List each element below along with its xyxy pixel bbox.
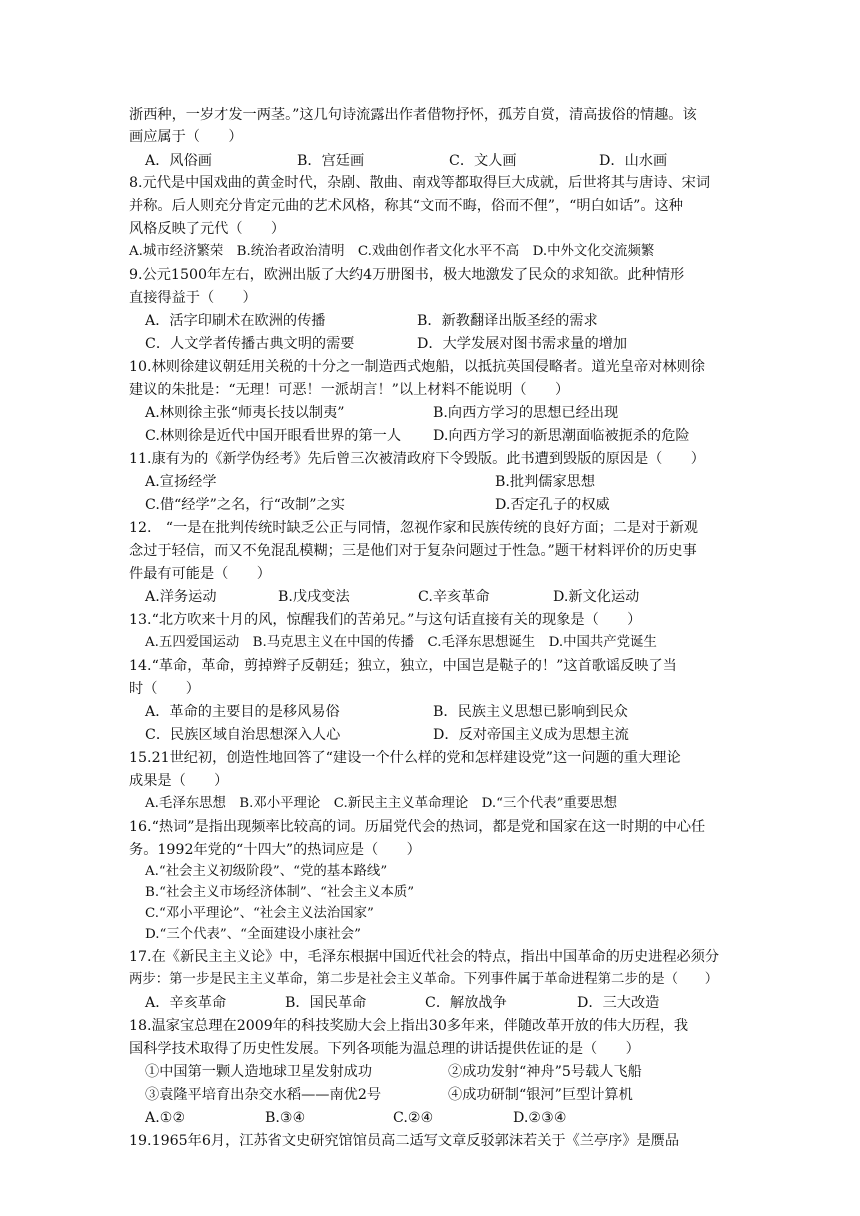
text-line: A.毛泽东思想 B.邓小平理论 C.新民主主义革命理论 D.“三个代表”重要思想: [145, 796, 617, 811]
text-line: 14.“革命，革命，剪掉辫子反朝廷；独立，独立，中国岂是鞑子的！”这首歌谣反映了当: [129, 658, 677, 674]
option-a: A.①②: [145, 1110, 186, 1126]
options-q10-ab: [145, 402, 757, 424]
option-c: C.借“经学”之名，行“改制”之实: [145, 497, 345, 513]
text-line: 建议的朱批是：“无理！可恶！一派胡言！”以上材料不能说明（ ）: [129, 382, 570, 398]
item-4: ④成功研制“银河”巨型计算机: [448, 1087, 633, 1103]
option-d: D．反对帝国主义成为思想主流: [433, 727, 629, 743]
text-line: 成果是（ ）: [129, 773, 229, 789]
option-d: D.向西方学习的新思潮面临被扼杀的危险: [433, 428, 690, 444]
option-c: C.②④: [393, 1110, 434, 1126]
option-c: C．解放战争: [425, 995, 507, 1011]
text-line: 国科学技术取得了历史性发展。下列各项能为温总理的讲话提供佐证的是（ ）: [129, 1041, 640, 1057]
option-d: D．三大改造: [577, 995, 660, 1011]
option-a: A．活字印刷术在欧洲的传播: [145, 313, 326, 329]
option-a: A．革命的主要目的是移风易俗: [145, 704, 340, 720]
options-q12: [145, 586, 757, 608]
options-q18-12: [145, 1061, 757, 1083]
option-a: A.林则徐主张“师夷长技以制夷”: [145, 405, 345, 421]
options-q7: [145, 150, 757, 172]
text-line: 风格反映了元代（ ）: [129, 221, 286, 237]
option-d: D.②③④: [513, 1110, 567, 1126]
text-line: 画应属于（ ）: [129, 129, 243, 145]
text-line: 10.林则徐建议朝廷用关税的十分之一制造西式炮船，以抵抗英国侵略者。道光皇帝对林则徐: [129, 359, 705, 375]
text-line: 8.元代是中国戏曲的黄金时代，杂剧、散曲、南戏等都取得巨大成就，后世将其与唐诗、宋词: [129, 175, 711, 191]
item-1: ①中国第一颗人造地球卫星发射成功: [145, 1064, 373, 1080]
option-b: B．国民革命: [285, 995, 367, 1011]
options-q14-cd: [145, 724, 757, 746]
options-q11-cd: [145, 494, 757, 516]
options-q18: [145, 1107, 757, 1129]
option-c: C．文人画: [449, 153, 517, 169]
text-line: 件最有可能是（ ）: [129, 566, 271, 582]
option-d: D．大学发展对图书需求量的增加: [417, 336, 628, 352]
option-a: A．风俗画: [145, 153, 212, 169]
option-d: D.否定孔子的权威: [495, 497, 610, 513]
text-line: D.“三个代表”、“全面建设小康社会”: [145, 927, 361, 942]
option-b: B．新教翻译出版圣经的需求: [417, 313, 598, 329]
text-line: 17.在《新民主主义论》中，毛泽东根据中国近代社会的特点，指出中国革命的历史进程必须分: [129, 949, 720, 965]
text-line: 9.公元1500年左右，欧洲出版了大约4万册图书，极大地激发了民众的求知欲。此种情形: [129, 267, 685, 283]
option-d: D．山水画: [599, 153, 668, 169]
option-a: A.宣扬经学: [145, 474, 217, 490]
option-c: C.林则徐是近代中国开眼看世界的第一人: [145, 428, 402, 444]
text-line: 并称。后人则充分肯定元曲的艺术风格，称其“文而不晦，俗而不俚”，“明白如话”。这种: [129, 198, 683, 214]
option-b: B.批判儒家思想: [495, 474, 596, 490]
text-line: A.五四爱国运动 B.马克思主义在中国的传播 C.毛泽东思想诞生 D.中国共产党诞生: [145, 635, 657, 650]
text-line: 18.温家宝总理在2009年的科技奖励大会上指出30多年来，伴随改革开放的伟大历程，我: [129, 1018, 689, 1034]
option-c: C.辛亥革命: [418, 589, 490, 605]
text-line: 念过于轻信，而又不免混乱模糊；三是他们对于复杂问题过于性急。”题干材料评价的历史事: [129, 543, 697, 559]
options-q11-ab: [145, 471, 757, 493]
text-line: 11.康有为的《新学伪经考》先后曾三次被清政府下令毁版。此书遭到毁版的原因是（ ）: [129, 451, 705, 467]
text-line: B.“社会主义市场经济体制”、“社会主义本质”: [145, 885, 415, 900]
option-a: A．辛亥革命: [145, 995, 227, 1011]
option-b: B.③④: [265, 1110, 306, 1126]
option-b: B.戊戌变法: [278, 589, 350, 605]
item-3: ③袁隆平培育出杂交水稻——南优2号: [145, 1087, 382, 1103]
option-c: C．民族区域自治思想深入人心: [145, 727, 341, 743]
text-line: C.“邓小平理论”、“社会主义法治国家”: [145, 906, 374, 921]
text-line: 16.“热词”是指出现频率比较高的词。历届党代会的热词，都是党和国家在这一时期的中心任: [129, 819, 706, 835]
option-b: B．宫廷画: [297, 153, 365, 169]
text-line: 13.“北方吹来十月的风，惊醒我们的苦弟兄。”与这句话直接有关的现象是（ ）: [129, 612, 642, 628]
options-q14-ab: [145, 701, 757, 723]
text-line: A.城市经济繁荣 B.统治者政治清明 C.戏曲创作者文化水平不高 D.中外文化交流频繁: [129, 244, 655, 259]
text-line: 19.1965年6月，江苏省文史研究馆馆员高二适写文章反驳郭沫若关于《兰亭序》是赝品: [129, 1133, 680, 1149]
option-d: D.新文化运动: [553, 589, 640, 605]
options-q17: [145, 992, 757, 1014]
text-line: 浙西种，一岁才发一两茎。”这几句诗流露出作者借物抒怀，孤芳自赏，清高拔俗的情趣。该: [129, 107, 697, 123]
text-line: 直接得益于（ ）: [129, 290, 257, 306]
text-line: 两步：第一步是民主主义革命，第二步是社会主义革命。下列事件属于革命进程第二步的是（ ）: [129, 972, 719, 987]
options-q18-34: [145, 1084, 757, 1106]
item-2: ②成功发射“神舟”5号载人飞船: [448, 1064, 642, 1080]
text-line: 务。1992年党的“十四大”的热词应是（ ）: [129, 842, 421, 858]
option-b: B．民族主义思想已影响到民众: [433, 704, 628, 720]
text-line: 15.21世纪初，创造性地回答了“建设一个什么样的党和怎样建设党”这一问题的重大理论: [129, 750, 681, 766]
options-q9-ab: [145, 310, 757, 332]
options-q10-cd: [145, 425, 757, 447]
text-line: A.“社会主义初级阶段”、“党的基本路线”: [145, 864, 388, 879]
option-a: A.洋务运动: [145, 589, 217, 605]
text-line: 12. “一是在批判传统时缺乏公正与同情，忽视作家和民族传统的良好方面；二是对于新观: [129, 520, 698, 536]
option-c: C．人文学者传播古典文明的需要: [145, 336, 355, 352]
text-line: 时（ ）: [129, 681, 200, 697]
option-b: B.向西方学习的思想已经出现: [433, 405, 619, 421]
options-q9-cd: [145, 333, 757, 355]
